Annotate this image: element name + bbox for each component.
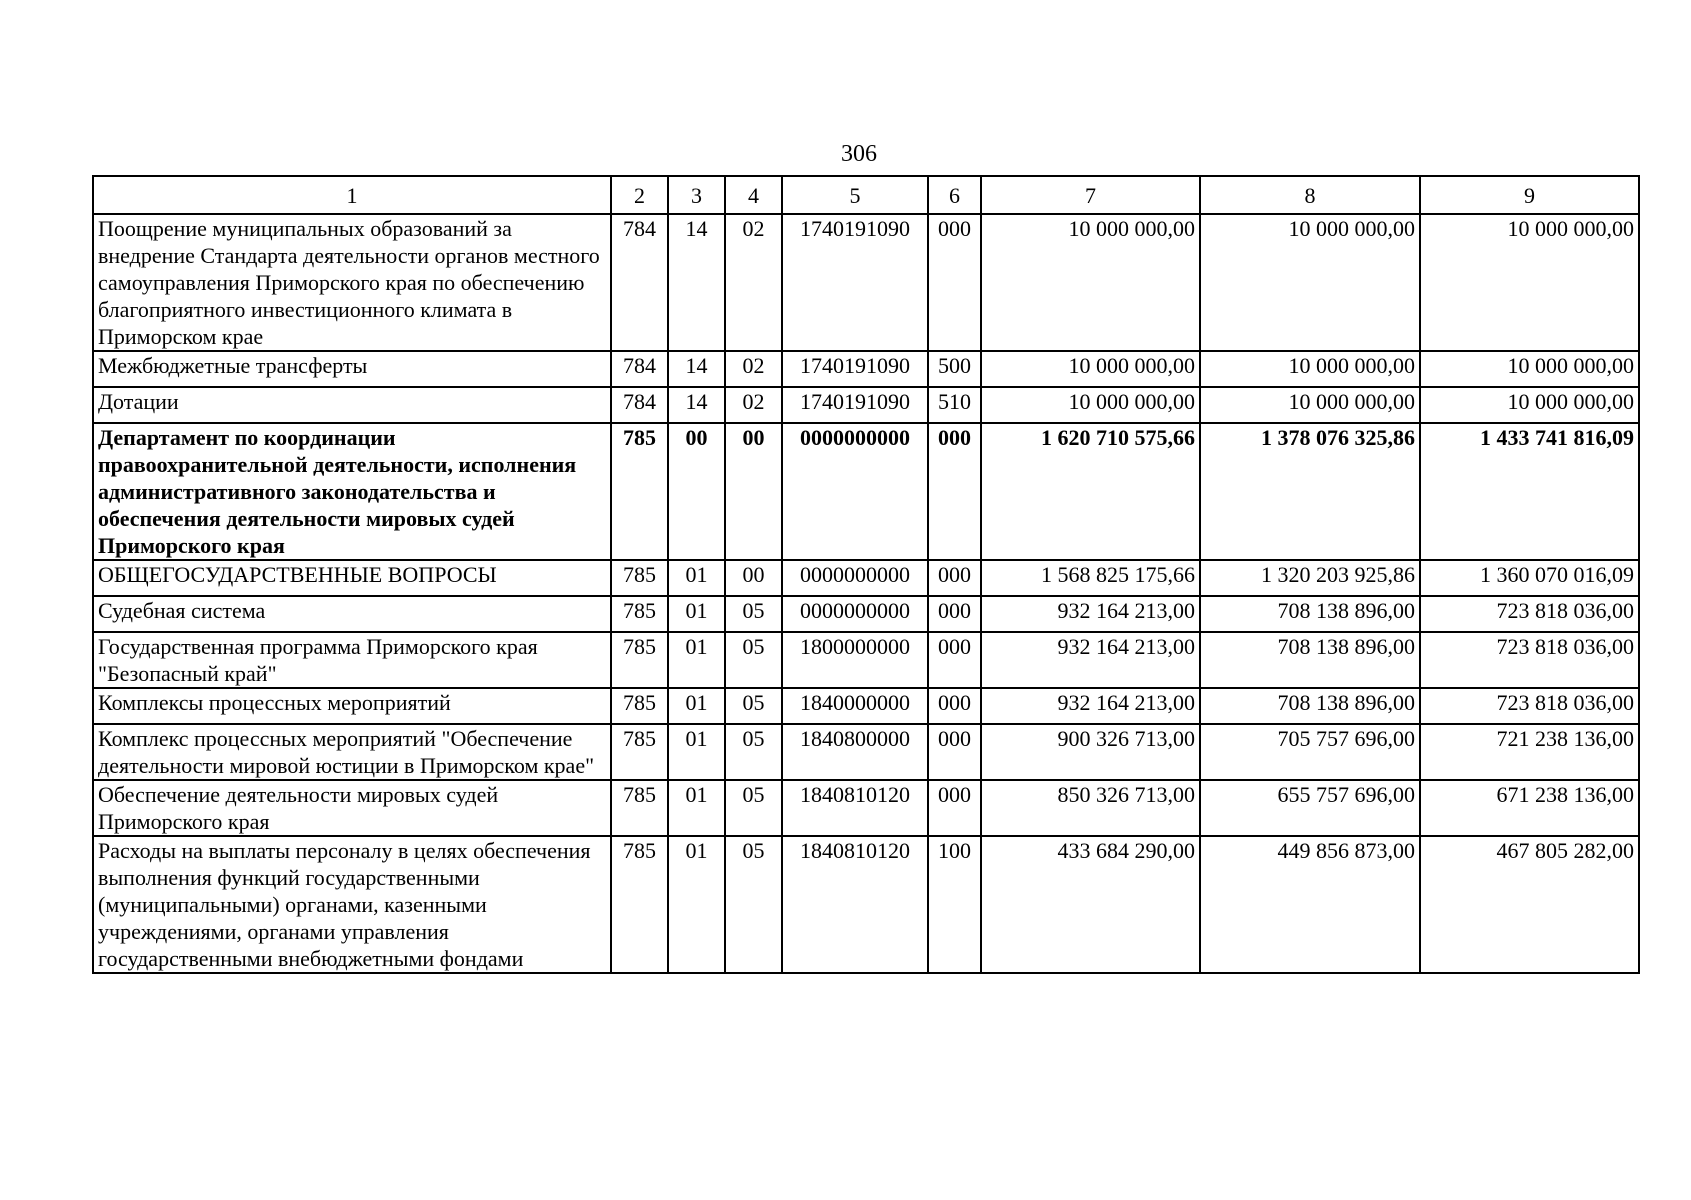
row-value-8: 708 138 896,00 — [1200, 688, 1420, 724]
row-value-7: 1 568 825 175,66 — [981, 560, 1200, 596]
row-value-8: 10 000 000,00 — [1200, 387, 1420, 423]
row-code-4: 05 — [725, 596, 782, 632]
row-code-4: 05 — [725, 632, 782, 688]
row-code-4: 00 — [725, 423, 782, 560]
row-name: Дотации — [93, 387, 611, 423]
row-code-2: 785 — [611, 836, 668, 973]
row-value-8: 708 138 896,00 — [1200, 632, 1420, 688]
row-code-6: 000 — [928, 423, 981, 560]
row-value-9: 723 818 036,00 — [1420, 596, 1639, 632]
row-name: Обеспечение деятельности мировых судей Приморского края — [93, 780, 611, 836]
row-code-3: 01 — [668, 560, 725, 596]
row-name: Поощрение муниципальных образований за внедрение Стандарта деятельности органов местного самоуправления Приморского края по обеспечению благоприятного инвестиционного климата в Приморском крае — [93, 214, 611, 351]
row-name: ОБЩЕГОСУДАРСТВЕННЫЕ ВОПРОСЫ — [93, 560, 611, 596]
column-header: 9 — [1420, 176, 1639, 214]
row-code-2: 784 — [611, 387, 668, 423]
row-code-5: 0000000000 — [782, 423, 928, 560]
column-header: 7 — [981, 176, 1200, 214]
row-code-2: 784 — [611, 351, 668, 387]
row-value-8: 708 138 896,00 — [1200, 596, 1420, 632]
row-code-6: 510 — [928, 387, 981, 423]
table-row — [93, 724, 1639, 780]
row-value-7: 850 326 713,00 — [981, 780, 1200, 836]
row-code-2: 785 — [611, 688, 668, 724]
row-value-8: 705 757 696,00 — [1200, 724, 1420, 780]
row-value-9: 1 433 741 816,09 — [1420, 423, 1639, 560]
row-value-8: 449 856 873,00 — [1200, 836, 1420, 973]
row-code-6: 000 — [928, 214, 981, 351]
column-header: 8 — [1200, 176, 1420, 214]
row-value-9: 467 805 282,00 — [1420, 836, 1639, 973]
row-code-4: 05 — [725, 688, 782, 724]
row-value-7: 1 620 710 575,66 — [981, 423, 1200, 560]
row-code-2: 785 — [611, 596, 668, 632]
row-code-4: 05 — [725, 780, 782, 836]
row-code-5: 1800000000 — [782, 632, 928, 688]
row-value-7: 10 000 000,00 — [981, 387, 1200, 423]
row-value-7: 900 326 713,00 — [981, 724, 1200, 780]
row-code-3: 14 — [668, 387, 725, 423]
row-code-2: 785 — [611, 724, 668, 780]
row-code-2: 784 — [611, 214, 668, 351]
row-value-7: 932 164 213,00 — [981, 688, 1200, 724]
row-value-9: 1 360 070 016,09 — [1420, 560, 1639, 596]
row-code-5: 1740191090 — [782, 387, 928, 423]
table-row — [93, 351, 1639, 387]
table-body — [93, 214, 1639, 973]
row-value-9: 721 238 136,00 — [1420, 724, 1639, 780]
row-code-5: 1740191090 — [782, 214, 928, 351]
row-value-8: 1 320 203 925,86 — [1200, 560, 1420, 596]
column-header: 2 — [611, 176, 668, 214]
row-code-4: 05 — [725, 724, 782, 780]
row-code-2: 785 — [611, 560, 668, 596]
table-row — [93, 632, 1639, 688]
row-value-7: 433 684 290,00 — [981, 836, 1200, 973]
table-row — [93, 423, 1639, 560]
row-code-3: 01 — [668, 780, 725, 836]
row-code-3: 14 — [668, 214, 725, 351]
row-value-7: 10 000 000,00 — [981, 214, 1200, 351]
table-row — [93, 387, 1639, 423]
row-value-7: 10 000 000,00 — [981, 351, 1200, 387]
row-value-7: 932 164 213,00 — [981, 632, 1200, 688]
row-code-3: 01 — [668, 632, 725, 688]
row-name: Государственная программа Приморского края "Безопасный край" — [93, 632, 611, 688]
row-code-5: 1840810120 — [782, 836, 928, 973]
row-code-6: 000 — [928, 560, 981, 596]
row-value-8: 655 757 696,00 — [1200, 780, 1420, 836]
row-code-4: 02 — [725, 214, 782, 351]
row-code-5: 0000000000 — [782, 560, 928, 596]
column-header: 6 — [928, 176, 981, 214]
row-code-5: 1740191090 — [782, 351, 928, 387]
table-row — [93, 596, 1639, 632]
row-name: Комплексы процессных мероприятий — [93, 688, 611, 724]
row-code-5: 1840000000 — [782, 688, 928, 724]
row-code-5: 0000000000 — [782, 596, 928, 632]
row-value-9: 10 000 000,00 — [1420, 387, 1639, 423]
row-code-5: 1840800000 — [782, 724, 928, 780]
budget-table — [92, 175, 1640, 974]
row-code-5: 1840810120 — [782, 780, 928, 836]
row-code-2: 785 — [611, 632, 668, 688]
row-name: Комплекс процессных мероприятий "Обеспечение деятельности мировой юстиции в Приморском крае" — [93, 724, 611, 780]
row-code-2: 785 — [611, 423, 668, 560]
column-header: 5 — [782, 176, 928, 214]
row-code-3: 01 — [668, 596, 725, 632]
table-row — [93, 836, 1639, 973]
row-code-4: 00 — [725, 560, 782, 596]
row-value-7: 932 164 213,00 — [981, 596, 1200, 632]
row-code-2: 785 — [611, 780, 668, 836]
row-code-6: 000 — [928, 780, 981, 836]
table-row — [93, 214, 1639, 351]
row-value-8: 10 000 000,00 — [1200, 214, 1420, 351]
row-code-4: 02 — [725, 351, 782, 387]
row-value-9: 723 818 036,00 — [1420, 688, 1639, 724]
row-code-6: 000 — [928, 724, 981, 780]
row-code-4: 02 — [725, 387, 782, 423]
row-name: Межбюджетные трансферты — [93, 351, 611, 387]
row-code-6: 000 — [928, 596, 981, 632]
table-row — [93, 688, 1639, 724]
row-code-6: 500 — [928, 351, 981, 387]
row-name: Судебная система — [93, 596, 611, 632]
row-code-3: 00 — [668, 423, 725, 560]
column-header: 3 — [668, 176, 725, 214]
row-name: Департамент по координации правоохранительной деятельности, исполнения административного законодательства и обеспечения деятельности мировых судей Приморского края — [93, 423, 611, 560]
row-code-3: 01 — [668, 724, 725, 780]
row-code-6: 000 — [928, 688, 981, 724]
row-code-3: 14 — [668, 351, 725, 387]
row-value-9: 10 000 000,00 — [1420, 351, 1639, 387]
row-code-4: 05 — [725, 836, 782, 973]
column-header: 4 — [725, 176, 782, 214]
header-row — [93, 176, 1639, 214]
row-code-3: 01 — [668, 688, 725, 724]
row-value-9: 671 238 136,00 — [1420, 780, 1639, 836]
row-code-6: 000 — [928, 632, 981, 688]
page-number: 306 — [841, 141, 877, 167]
row-code-6: 100 — [928, 836, 981, 973]
row-value-9: 10 000 000,00 — [1420, 214, 1639, 351]
row-value-9: 723 818 036,00 — [1420, 632, 1639, 688]
row-code-3: 01 — [668, 836, 725, 973]
table-row — [93, 780, 1639, 836]
row-value-8: 1 378 076 325,86 — [1200, 423, 1420, 560]
column-header: 1 — [93, 176, 611, 214]
row-name: Расходы на выплаты персоналу в целях обеспечения выполнения функций государственными (муниципальными) органами, казенными учреждениями, органами управления государственными внебюджетными фондами — [93, 836, 611, 973]
table-row — [93, 560, 1639, 596]
row-value-8: 10 000 000,00 — [1200, 351, 1420, 387]
